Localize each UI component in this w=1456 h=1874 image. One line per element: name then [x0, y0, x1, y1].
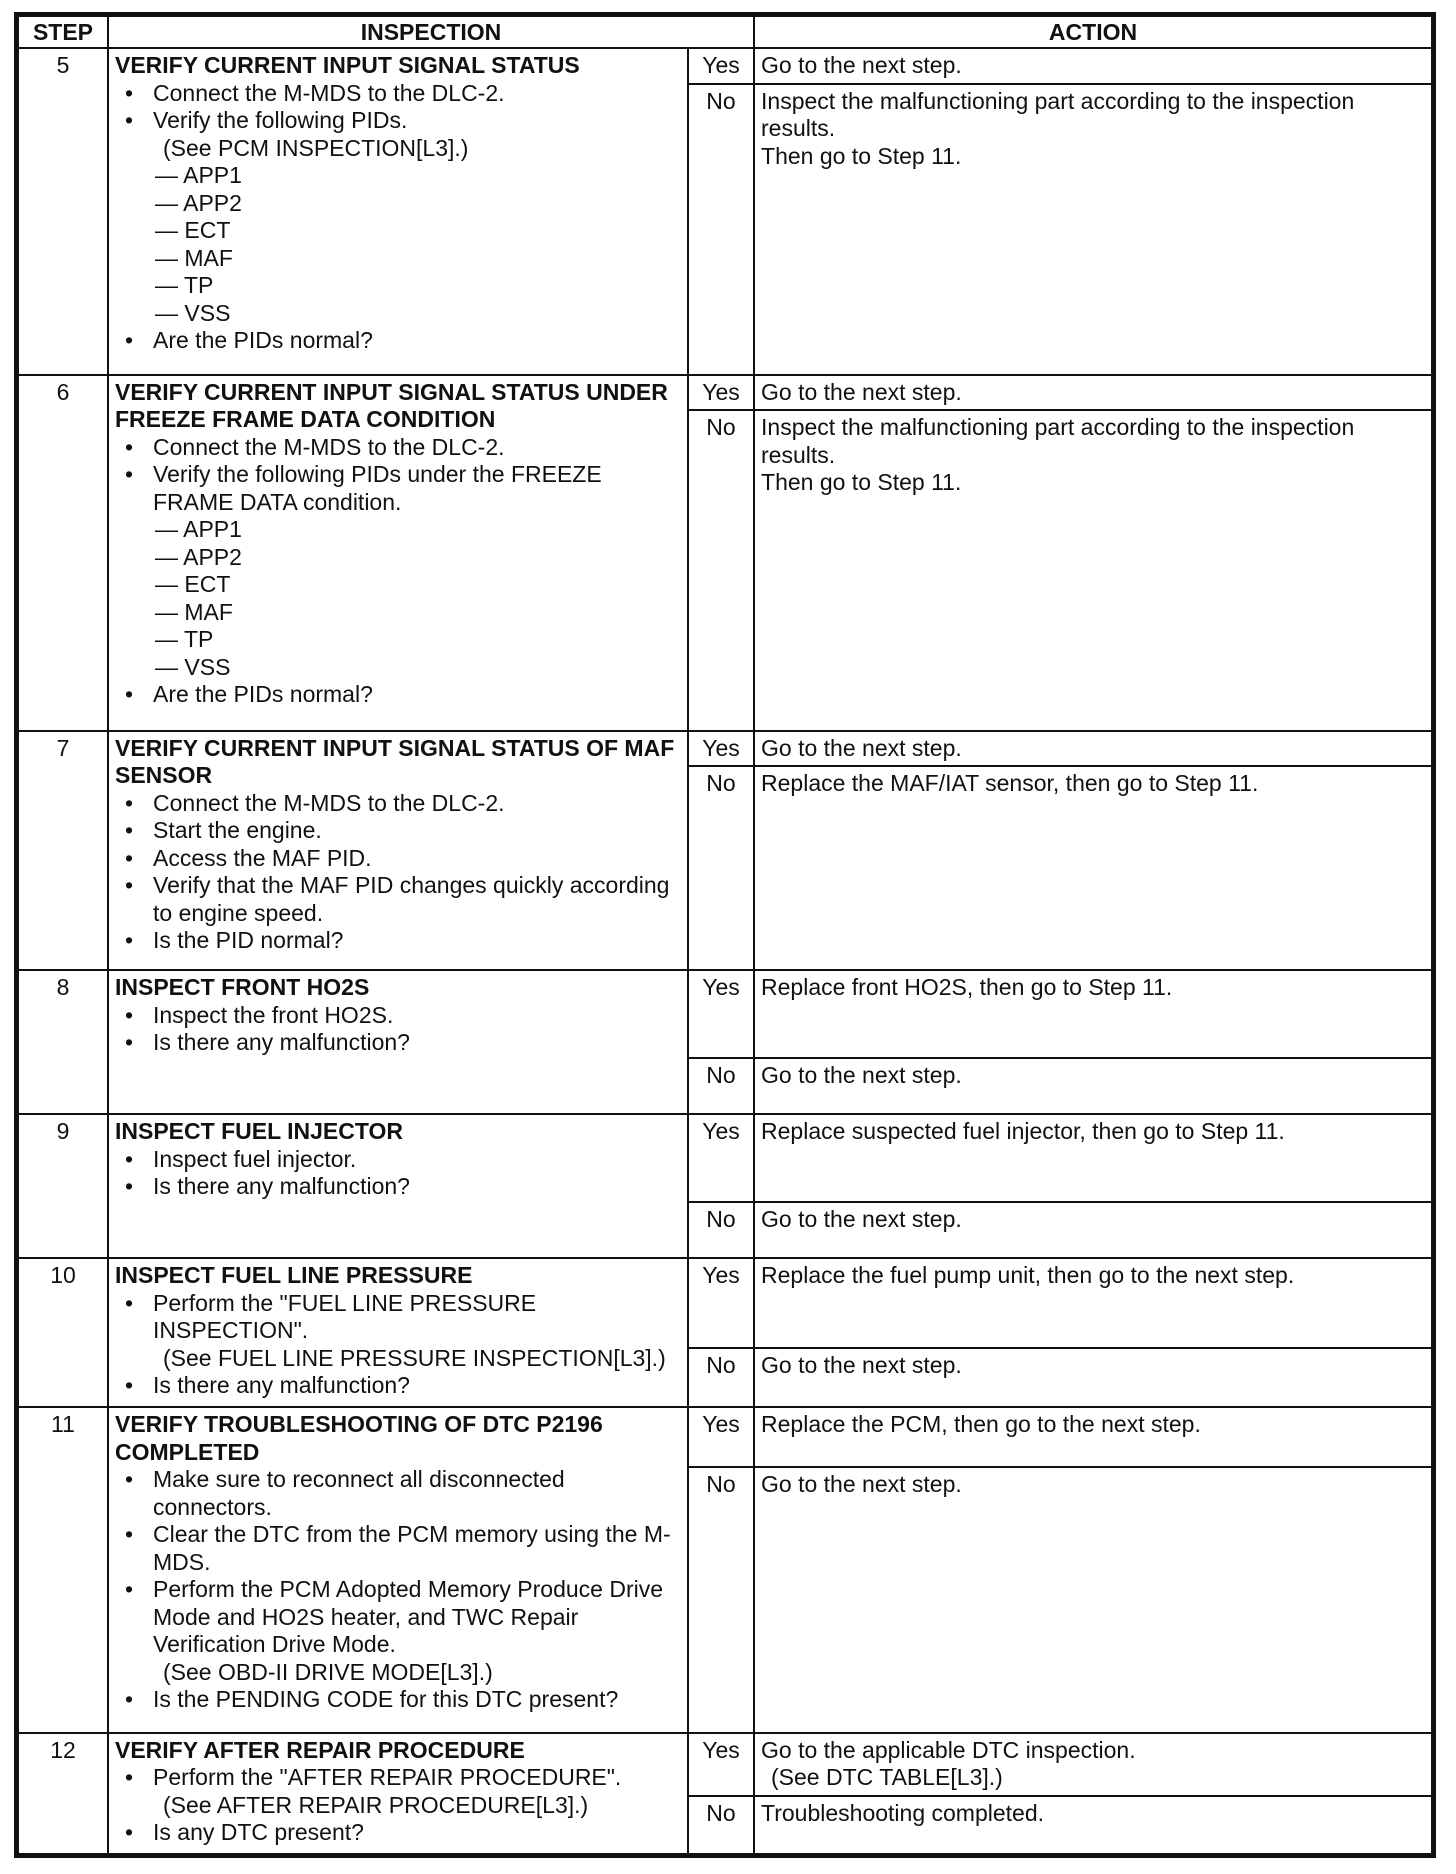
- header-action: ACTION: [754, 16, 1432, 48]
- action-text: Then go to Step 11.: [761, 469, 962, 496]
- list-item: • Clear the DTC from the PCM memory using the M-MDS.: [115, 1521, 681, 1576]
- pid-item: — APP1: [155, 516, 242, 543]
- reference-text: (See AFTER REPAIR PROCEDURE[L3].): [163, 1791, 589, 1818]
- action-text: Inspect the malfunctioning part according to the inspection results.: [761, 87, 1355, 141]
- step-title: INSPECT FUEL LINE PRESSURE: [115, 1262, 473, 1289]
- step-number: 10: [18, 1258, 108, 1407]
- list-item: • Connect the M-MDS to the DLC-2.: [115, 434, 681, 462]
- table-row-step-7: [18, 731, 1432, 767]
- yes-label: Yes: [688, 1258, 754, 1348]
- inspection-cell: [108, 1407, 688, 1732]
- list-item: • Are the PIDs normal?: [115, 327, 681, 355]
- no-action: Go to the next step.: [754, 1058, 1432, 1114]
- list-item-text: Perform the "FUEL LINE PRESSURE INSPECTION".: [153, 1289, 537, 1344]
- no-label: No: [688, 766, 754, 970]
- no-label: No: [688, 84, 754, 375]
- step-title: INSPECT FRONT HO2S: [115, 974, 370, 1001]
- yes-action: Replace the PCM, then go to the next step.: [754, 1407, 1432, 1467]
- list-item: • Inspect the front HO2S.: [115, 1002, 681, 1030]
- list-item: • Is there any malfunction?: [115, 1173, 681, 1201]
- no-label: No: [688, 1796, 754, 1854]
- inspection-cell: [108, 970, 688, 1114]
- no-action: Troubleshooting completed.: [754, 1796, 1432, 1854]
- table-row-step-9: [18, 1114, 1432, 1202]
- step-number: 9: [18, 1114, 108, 1258]
- no-action: Go to the next step.: [754, 1467, 1432, 1732]
- list-item: • Is there any malfunction?: [115, 1372, 681, 1400]
- inspection-list: [115, 1764, 681, 1847]
- pid-item: — ECT: [155, 217, 231, 243]
- no-action: Go to the next step.: [754, 1348, 1432, 1407]
- reference-text: (See PCM INSPECTION[L3].): [163, 134, 469, 161]
- inspection-cell: [108, 731, 688, 970]
- list-item: • Are the PIDs normal?: [115, 681, 681, 709]
- header-inspection: INSPECTION: [108, 16, 754, 48]
- pid-item: — TP: [155, 272, 214, 298]
- list-item: • Is the PID normal?: [115, 927, 681, 955]
- yes-label: Yes: [688, 1114, 754, 1202]
- table-row-step-6: [18, 375, 1432, 411]
- yes-label: Yes: [688, 375, 754, 411]
- list-item: [115, 1576, 681, 1686]
- step-title: VERIFY CURRENT INPUT SIGNAL STATUS OF MAF SENSOR: [115, 734, 675, 789]
- no-action: Go to the next step.: [754, 1202, 1432, 1258]
- yes-action: Go to the next step.: [754, 731, 1432, 767]
- pid-item: — APP2: [155, 543, 242, 570]
- step-number: 6: [18, 375, 108, 731]
- step-title: INSPECT FUEL INJECTOR: [115, 1118, 403, 1145]
- step-number: 5: [18, 48, 108, 375]
- procedure-table: [17, 15, 1433, 1855]
- inspection-list: [115, 790, 681, 955]
- step-title: VERIFY CURRENT INPUT SIGNAL STATUS: [115, 52, 580, 78]
- pid-item: — APP1: [155, 162, 242, 188]
- no-label: No: [688, 1058, 754, 1114]
- pid-item: — TP: [155, 626, 214, 653]
- yes-label: Yes: [688, 970, 754, 1058]
- no-label: No: [688, 410, 754, 731]
- list-item: [115, 1764, 681, 1819]
- table-row-step-5: [18, 48, 1432, 84]
- list-item: • Is any DTC present?: [115, 1819, 681, 1847]
- step-number: 12: [18, 1733, 108, 1854]
- list-item: • Access the MAF PID.: [115, 845, 681, 873]
- list-item: • Is there any malfunction?: [115, 1029, 681, 1057]
- no-action: [754, 410, 1432, 731]
- list-item: • Connect the M-MDS to the DLC-2.: [115, 80, 681, 108]
- list-item: • Start the engine.: [115, 817, 681, 845]
- list-item: • Verify that the MAF PID changes quickly according to engine speed.: [115, 872, 681, 927]
- inspection-list: [115, 1290, 681, 1400]
- step-title: VERIFY CURRENT INPUT SIGNAL STATUS UNDER FREEZE FRAME DATA CONDITION: [115, 378, 668, 433]
- action-text: Inspect the malfunctioning part according to the inspection results.: [761, 414, 1355, 468]
- list-item-text: Perform the "AFTER REPAIR PROCEDURE".: [153, 1764, 622, 1791]
- step-title: VERIFY TROUBLESHOOTING OF DTC P2196 COMPLETED: [115, 1411, 603, 1465]
- action-text: Go to the applicable DTC inspection.: [761, 1736, 1136, 1763]
- inspection-cell: [108, 48, 688, 375]
- pid-item: — ECT: [155, 571, 231, 598]
- table-row-step-10: [18, 1258, 1432, 1348]
- inspection-cell: [108, 1114, 688, 1258]
- list-item: • Is the PENDING CODE for this DTC present?: [115, 1686, 681, 1714]
- no-label: No: [688, 1348, 754, 1407]
- no-action: [754, 84, 1432, 375]
- list-item-text: Verify the following PIDs under the FREEZE FRAME DATA condition.: [153, 461, 602, 515]
- list-item-text: Verify the following PIDs.: [153, 107, 408, 133]
- inspection-list: [115, 434, 681, 709]
- yes-action: Go to the next step.: [754, 375, 1432, 411]
- reference-text: (See OBD-II DRIVE MODE[L3].): [163, 1658, 493, 1685]
- no-label: No: [688, 1202, 754, 1258]
- yes-label: Yes: [688, 731, 754, 767]
- yes-action: Go to the next step.: [754, 48, 1432, 84]
- no-label: No: [688, 1467, 754, 1732]
- list-item: • Inspect fuel injector.: [115, 1146, 681, 1174]
- list-item: • Connect the M-MDS to the DLC-2.: [115, 790, 681, 818]
- inspection-list: [115, 1002, 681, 1057]
- yes-label: Yes: [688, 48, 754, 84]
- list-item: [115, 107, 681, 327]
- list-item-text: Perform the PCM Adopted Memory Produce Drive Mode and HO2S heater, and TWC Repair Verification Drive Mode.: [153, 1576, 664, 1658]
- step-number: 8: [18, 970, 108, 1114]
- reference-text: (See DTC TABLE[L3].): [771, 1764, 1003, 1791]
- list-item: • Make sure to reconnect all disconnected connectors.: [115, 1466, 681, 1521]
- inspection-cell: [108, 375, 688, 731]
- table-row-step-12: [18, 1733, 1432, 1796]
- header-step: STEP: [18, 16, 108, 48]
- list-item: [115, 461, 681, 681]
- yes-action: Replace suspected fuel injector, then go to Step 11.: [754, 1114, 1432, 1202]
- inspection-list: [115, 1466, 681, 1714]
- inspection-cell: [108, 1258, 688, 1407]
- step-title: VERIFY AFTER REPAIR PROCEDURE: [115, 1736, 525, 1763]
- table-row-step-8: [18, 970, 1432, 1058]
- yes-label: Yes: [688, 1407, 754, 1467]
- pid-item: — MAF: [155, 598, 233, 625]
- yes-action: [754, 1733, 1432, 1796]
- step-number: 7: [18, 731, 108, 970]
- step-number: 11: [18, 1407, 108, 1732]
- yes-action: Replace the fuel pump unit, then go to the next step.: [754, 1258, 1432, 1348]
- no-action: Replace the MAF/IAT sensor, then go to Step 11.: [754, 766, 1432, 970]
- pid-item: — VSS: [155, 653, 231, 680]
- pid-item: — MAF: [155, 244, 233, 271]
- inspection-cell: [108, 1733, 688, 1854]
- yes-label: Yes: [688, 1733, 754, 1796]
- list-item: [115, 1290, 681, 1373]
- pid-item: — APP2: [155, 189, 242, 216]
- diagnostic-procedure-table: [14, 12, 1436, 1858]
- action-text: Then go to Step 11.: [761, 142, 962, 169]
- reference-text: (See FUEL LINE PRESSURE INSPECTION[L3].): [163, 1344, 666, 1371]
- inspection-list: [115, 1146, 681, 1201]
- yes-action: Replace front HO2S, then go to Step 11.: [754, 970, 1432, 1058]
- table-row-step-11: [18, 1407, 1432, 1467]
- header-row: [18, 16, 1432, 48]
- pid-item: — VSS: [155, 299, 231, 326]
- inspection-list: [115, 80, 681, 355]
